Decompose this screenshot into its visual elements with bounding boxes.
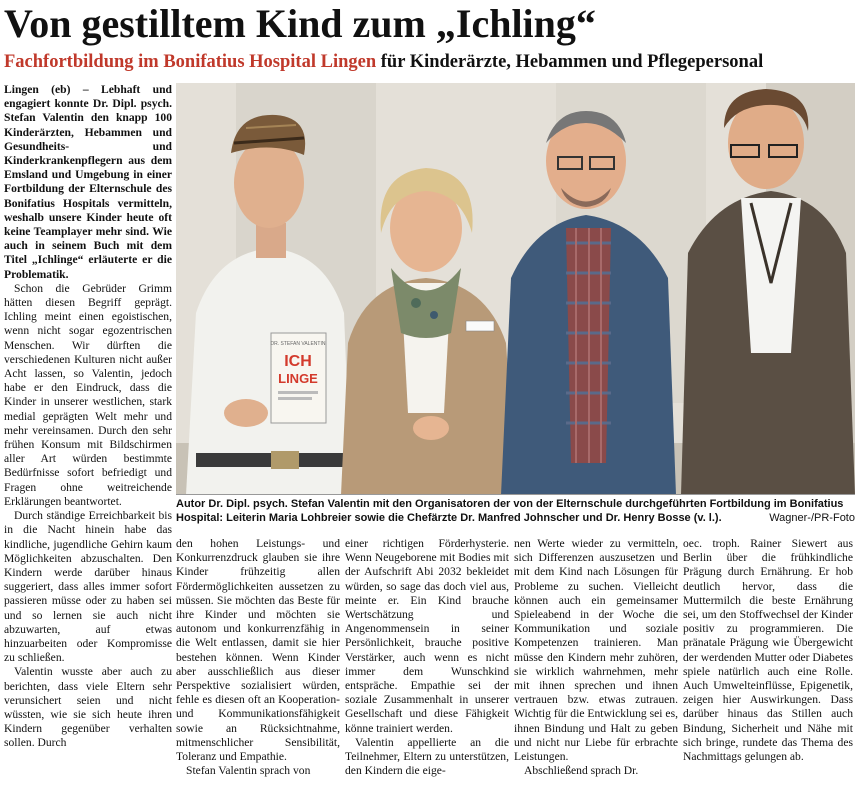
photo-caption xyxy=(176,497,855,525)
article-paragraph: Valentin wusste aber auch zu berichten, dass viele Eltern sehr verunsichert seien und nicht wüssten, wie sie sich heute ihren Kindern gegenüber verhalten sollen. Durch xyxy=(4,665,172,750)
subhead-rest: für Kinderärzte, Hebammen und Pflegepersonal xyxy=(376,52,764,72)
article-paragraph: einer richtigen Förderhysterie. Wenn Neugeborene mit Bodies mit der Aufschrift Abi 2032 bekleidet würden, so sage das doch viel aus, meinte er. Ein Kind brauche Wertschätzung und Angenommensein in seiner Persönlichkeit, brauche positive Verstärker, auch wenn es nicht immer dem Wunschkind entspräche. Empathie sei der soziale Zusammenhalt in unserer Gesellschaft und diese Fähigkeit könne trainiert werden. xyxy=(345,537,509,735)
article-paragraph: nen Werte wieder zu vermitteln, sich Differenzen auszusetzen und mit dem Kind nach Lösungen für Probleme zu suchen. Vielleicht können auch ein gemeinsamer Spieleabend in der Woche die Kommunikation und soziale Kompetenzen trainieren. Man müsse den Kindern mehr zuhören, sie wirklich wahrnehmen, mehr mit ihnen sprechen und ihnen vertrauen bzw. etwas zutrauen. Wichtig für die Entwicklung sei es, ihnen Bindung und Halt zu geben und nicht nur Liebe für erbrachte Leistungen. xyxy=(514,537,678,764)
article-paragraph: Durch ständige Erreichbarkeit bis in die Nacht hinein habe das kindliche, jugendliche Gehirn kaum Möglichkeiten abzuschalten. Den Kindern werde darüber hinaus suggeriert, dass alles immer sofort passieren müsse oder zu haben sei und so lernen sie auch nicht abzuwarten, auf etwas hinzuarbeiten oder Kompromisse zu schließen. xyxy=(4,509,172,665)
book-title-line-2: LINGE xyxy=(278,371,318,386)
book-title-line-1: ICH xyxy=(284,353,312,370)
photo-credit: Wagner-/PR-Foto xyxy=(769,512,855,524)
article-column-3 xyxy=(345,537,509,789)
article-column-5 xyxy=(683,537,853,789)
headline: Von gestilltem Kind zum „Ichling“ xyxy=(4,1,596,46)
book-ichlinge xyxy=(271,333,326,423)
article-paragraph: oec. troph. Rainer Siewert aus Berlin über die frühkindliche Prägung durch Ernährung. Er hob deutlich hervor, dass die Muttermilch die beste Ernährung sei, um den Stoffwechsel der Kinder positiv zu programmieren. Die pränatale Prägung wie Übergewicht der werdenden Mutter oder Diabetes spiele natürlich auch eine Rolle. Auch Umwelteinflüsse, Epigenetik, zeigen hier Auswirkungen. Dass darüber hinaus das Stillen auch Bindung, Sicherheit und Nähe mit sich bringe, rundete das Thema des Nachmittags gelungen ab. xyxy=(683,537,853,764)
article-column-4 xyxy=(514,537,678,789)
article-paragraph: Abschließend sprach Dr. xyxy=(524,764,639,778)
group-photo xyxy=(176,83,855,495)
article-paragraph: Schon die Gebrüder Grimm hätten diesen Begriff geprägt. Ichling meint einen egoistischen, wenn nicht sogar egozentrischen Menschen. Wir dürften die verschiedenen Kulturen nicht außer Acht lassen, so Valentin, jedoch habe er den Eindruck, dass die Kinder in unserer westlichen, stark medial geprägten Welt mehr und mehr vereinsamen. Durch den sehr frühen Konsum mit Bildschirmen aller Art würden bestimmte Bedürfnisse sofort befriedigt und Fragen ohne weitreichende Erklärungen beantwortet. xyxy=(4,281,172,508)
article-column-2 xyxy=(176,537,340,789)
article-paragraph: Valentin appellierte an die Teilnehmer, Eltern zu unterstützen, den Kindern die eige- xyxy=(345,735,509,778)
caption-text: Autor Dr. Dipl. psych. Stefan Valentin mit den Organisatoren der von der Elternschule durchgeführten Fortbildung im Bonifatius Hospital: Leiterin Maria Lohbreier sowie die Chefärzte Dr. Manfred Johnscher und Dr. Henry Bosse (v. l.). xyxy=(176,498,844,524)
article-paragraph: den hohen Leistungs- und Konkurrenzdruck glauben sie ihre Kinder frühzeitig allen Fördermöglichkeiten aussetzen zu müssen. Sie möchten das Beste für ihre Kinder und möchten sie autonom und konkurrenzfähig in die Welt entlassen, damit sie hier bestehen können. Wenn Kinder aber ausschließlich aus dieser Perspektive sozialisiert würden, fehle es diesen oft an Kooperation- und Kommunikationsfähigkeit sowie an Rücksichtnahme, mitmenschlicher Sensibilität, Toleranz und Empathie. xyxy=(176,537,340,764)
article-column-1 xyxy=(4,83,172,789)
book-author: DR. STEFAN VALENTIN xyxy=(270,341,326,347)
article-paragraph: Stefan Valentin sprach von xyxy=(186,764,311,778)
subhead xyxy=(4,51,855,73)
article-lead: Lingen (eb) – Lebhaft und engagiert konnte Dr. Dipl. psych. Stefan Valentin den knapp 100 Kinderärzten, Hebammen und Gesundheits- und Kinderkrankenpflegern aus dem Emsland und Umgebung in einer Fortbildung der Elternschule des Bonifatius Hospitals vermitteln, weshalb unsere Kinder heute oft keine Teamplayer mehr sind. Wie auch in seinem Buch mit dem Titel „Ichlinge“ erläuterte er die Problematik. xyxy=(4,83,172,281)
subhead-accent: Fachfortbildung im Bonifatius Hospital Lingen xyxy=(4,52,377,72)
